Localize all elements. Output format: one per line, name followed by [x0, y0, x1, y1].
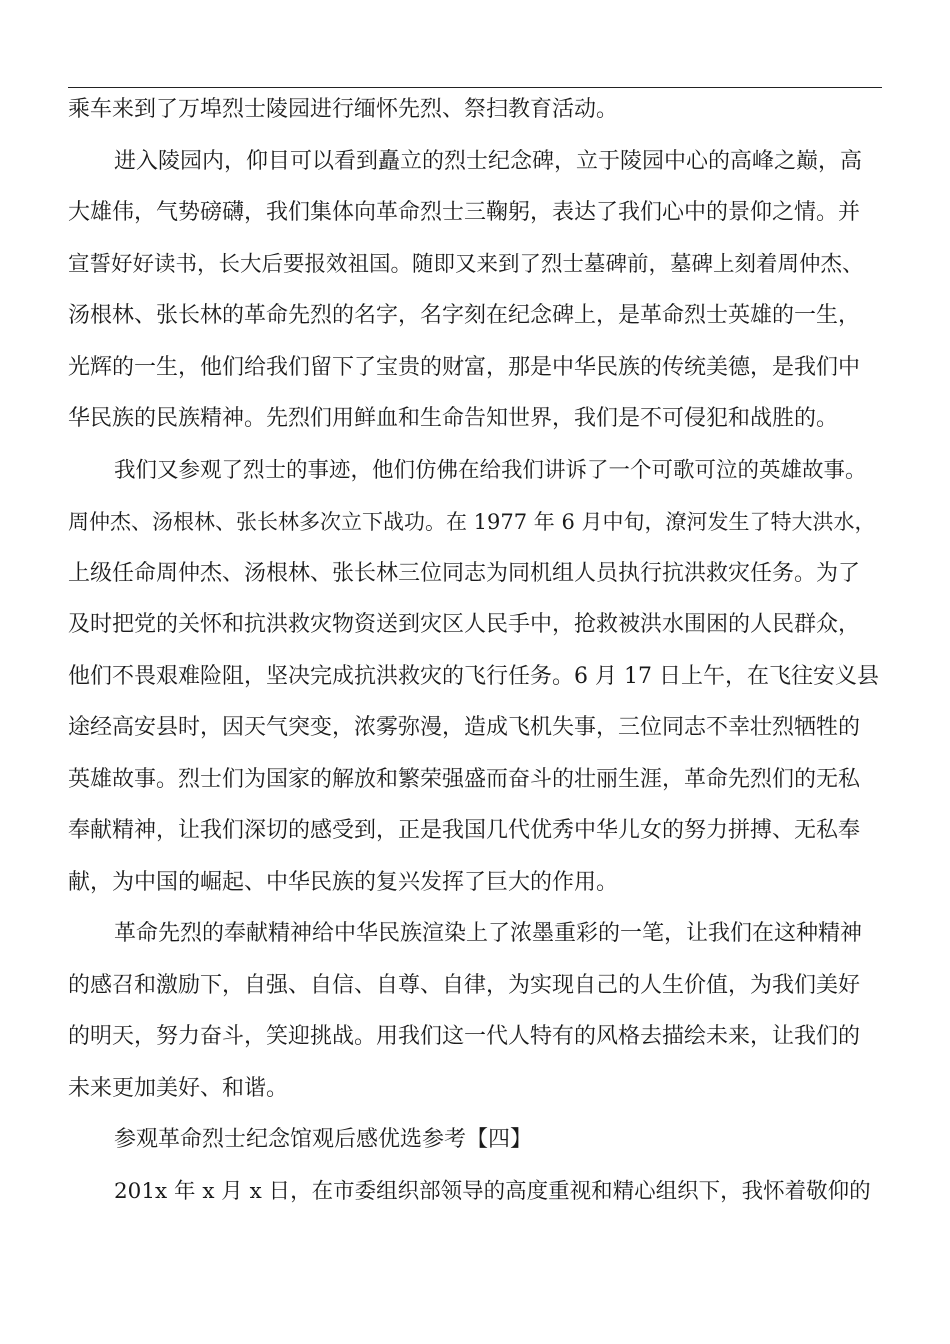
text-line: 乘车来到了万埠烈士陵园进行缅怀先烈、祭扫教育活动。 [68, 97, 619, 122]
text-line: 周仲杰、汤根林、张长林多次立下战功。在 1977 年 6 月中旬，潦河发生了特大洪水， [68, 510, 876, 534]
text-line: 献，为中国的崛起、中华民族的复兴发挥了巨大的作用。 [68, 869, 619, 895]
text-line: 的感召和激励下，自强、自信、自尊、自律，为实现自己的人生价值，为我们美好 [68, 972, 861, 998]
text-line: 光辉的一生，他们给我们留下了宝贵的财富，那是中华民族的传统美德，是我们中 [68, 354, 861, 380]
text-line: 途经高安县时，因天气突变，浓雾弥漫，造成飞机失事，三位同志不幸壮烈牺牲的 [68, 715, 861, 740]
text-line: 上级任命周仲杰、汤根林、张长林三位同志为同机组人员执行抗洪救灾任务。为了 [68, 560, 861, 586]
text-line: 大雄伟，气势磅礴，我们集体向革命烈士三鞠躬，表达了我们心中的景仰之情。并 [68, 200, 861, 225]
text-line: 华民族的民族精神。先烈们用鲜血和生命告知世界，我们是不可侵犯和战胜的。 [68, 406, 839, 431]
document-body [68, 92, 882, 1225]
text-line: 的明天，努力奋斗，笑迎挑战。用我们这一代人特有的风格去描绘未来，让我们的 [68, 1024, 861, 1049]
text-line: 汤根林、张长林的革命先烈的名字，名字刻在纪念碑上，是革命烈士英雄的一生， [68, 303, 861, 328]
text-line: 201x 年 x 月 x 日，在市委组织部领导的高度重视和精心组织下，我怀着敬仰的 [114, 1178, 871, 1204]
text-line: 他们不畏艰难险阻，坚决完成抗洪救灾的飞行任务。6 月 17 日上午，在飞往安义县 [68, 663, 879, 689]
text-line: 未来更加美好、和谐。 [68, 1075, 289, 1101]
text-line: 英雄故事。烈士们为国家的解放和繁荣强盛而奋斗的壮丽生涯，革命先烈们的无私 [68, 766, 861, 792]
text-line: 我们又参观了烈士的事迹，他们仿佛在给我们讲诉了一个可歌可泣的英雄故事。 [114, 457, 867, 483]
text-line: 革命先烈的奉献精神给中华民族渲染上了浓墨重彩的一笔，让我们在这种精神 [114, 921, 863, 946]
header-rule [68, 87, 882, 88]
text-line: 宣誓好好读书，长大后要报效祖国。随即又来到了烈士墓碑前，墓碑上刻着周仲杰、 [68, 251, 864, 277]
text-line: 进入陵园内，仰目可以看到矗立的烈士纪念碑，立于陵园中心的高峰之巅，高 [114, 148, 863, 174]
text-line: 及时把党的关怀和抗洪救灾物资送到灾区人民手中，抢救被洪水围困的人民群众， [68, 612, 861, 637]
text-line: 奉献精神，让我们深切的感受到，正是我国几代优秀中华儿女的努力拼搏、无私奉 [68, 818, 861, 843]
section-heading: 参观革命烈士纪念馆观后感优选参考【四】 [114, 1127, 533, 1152]
